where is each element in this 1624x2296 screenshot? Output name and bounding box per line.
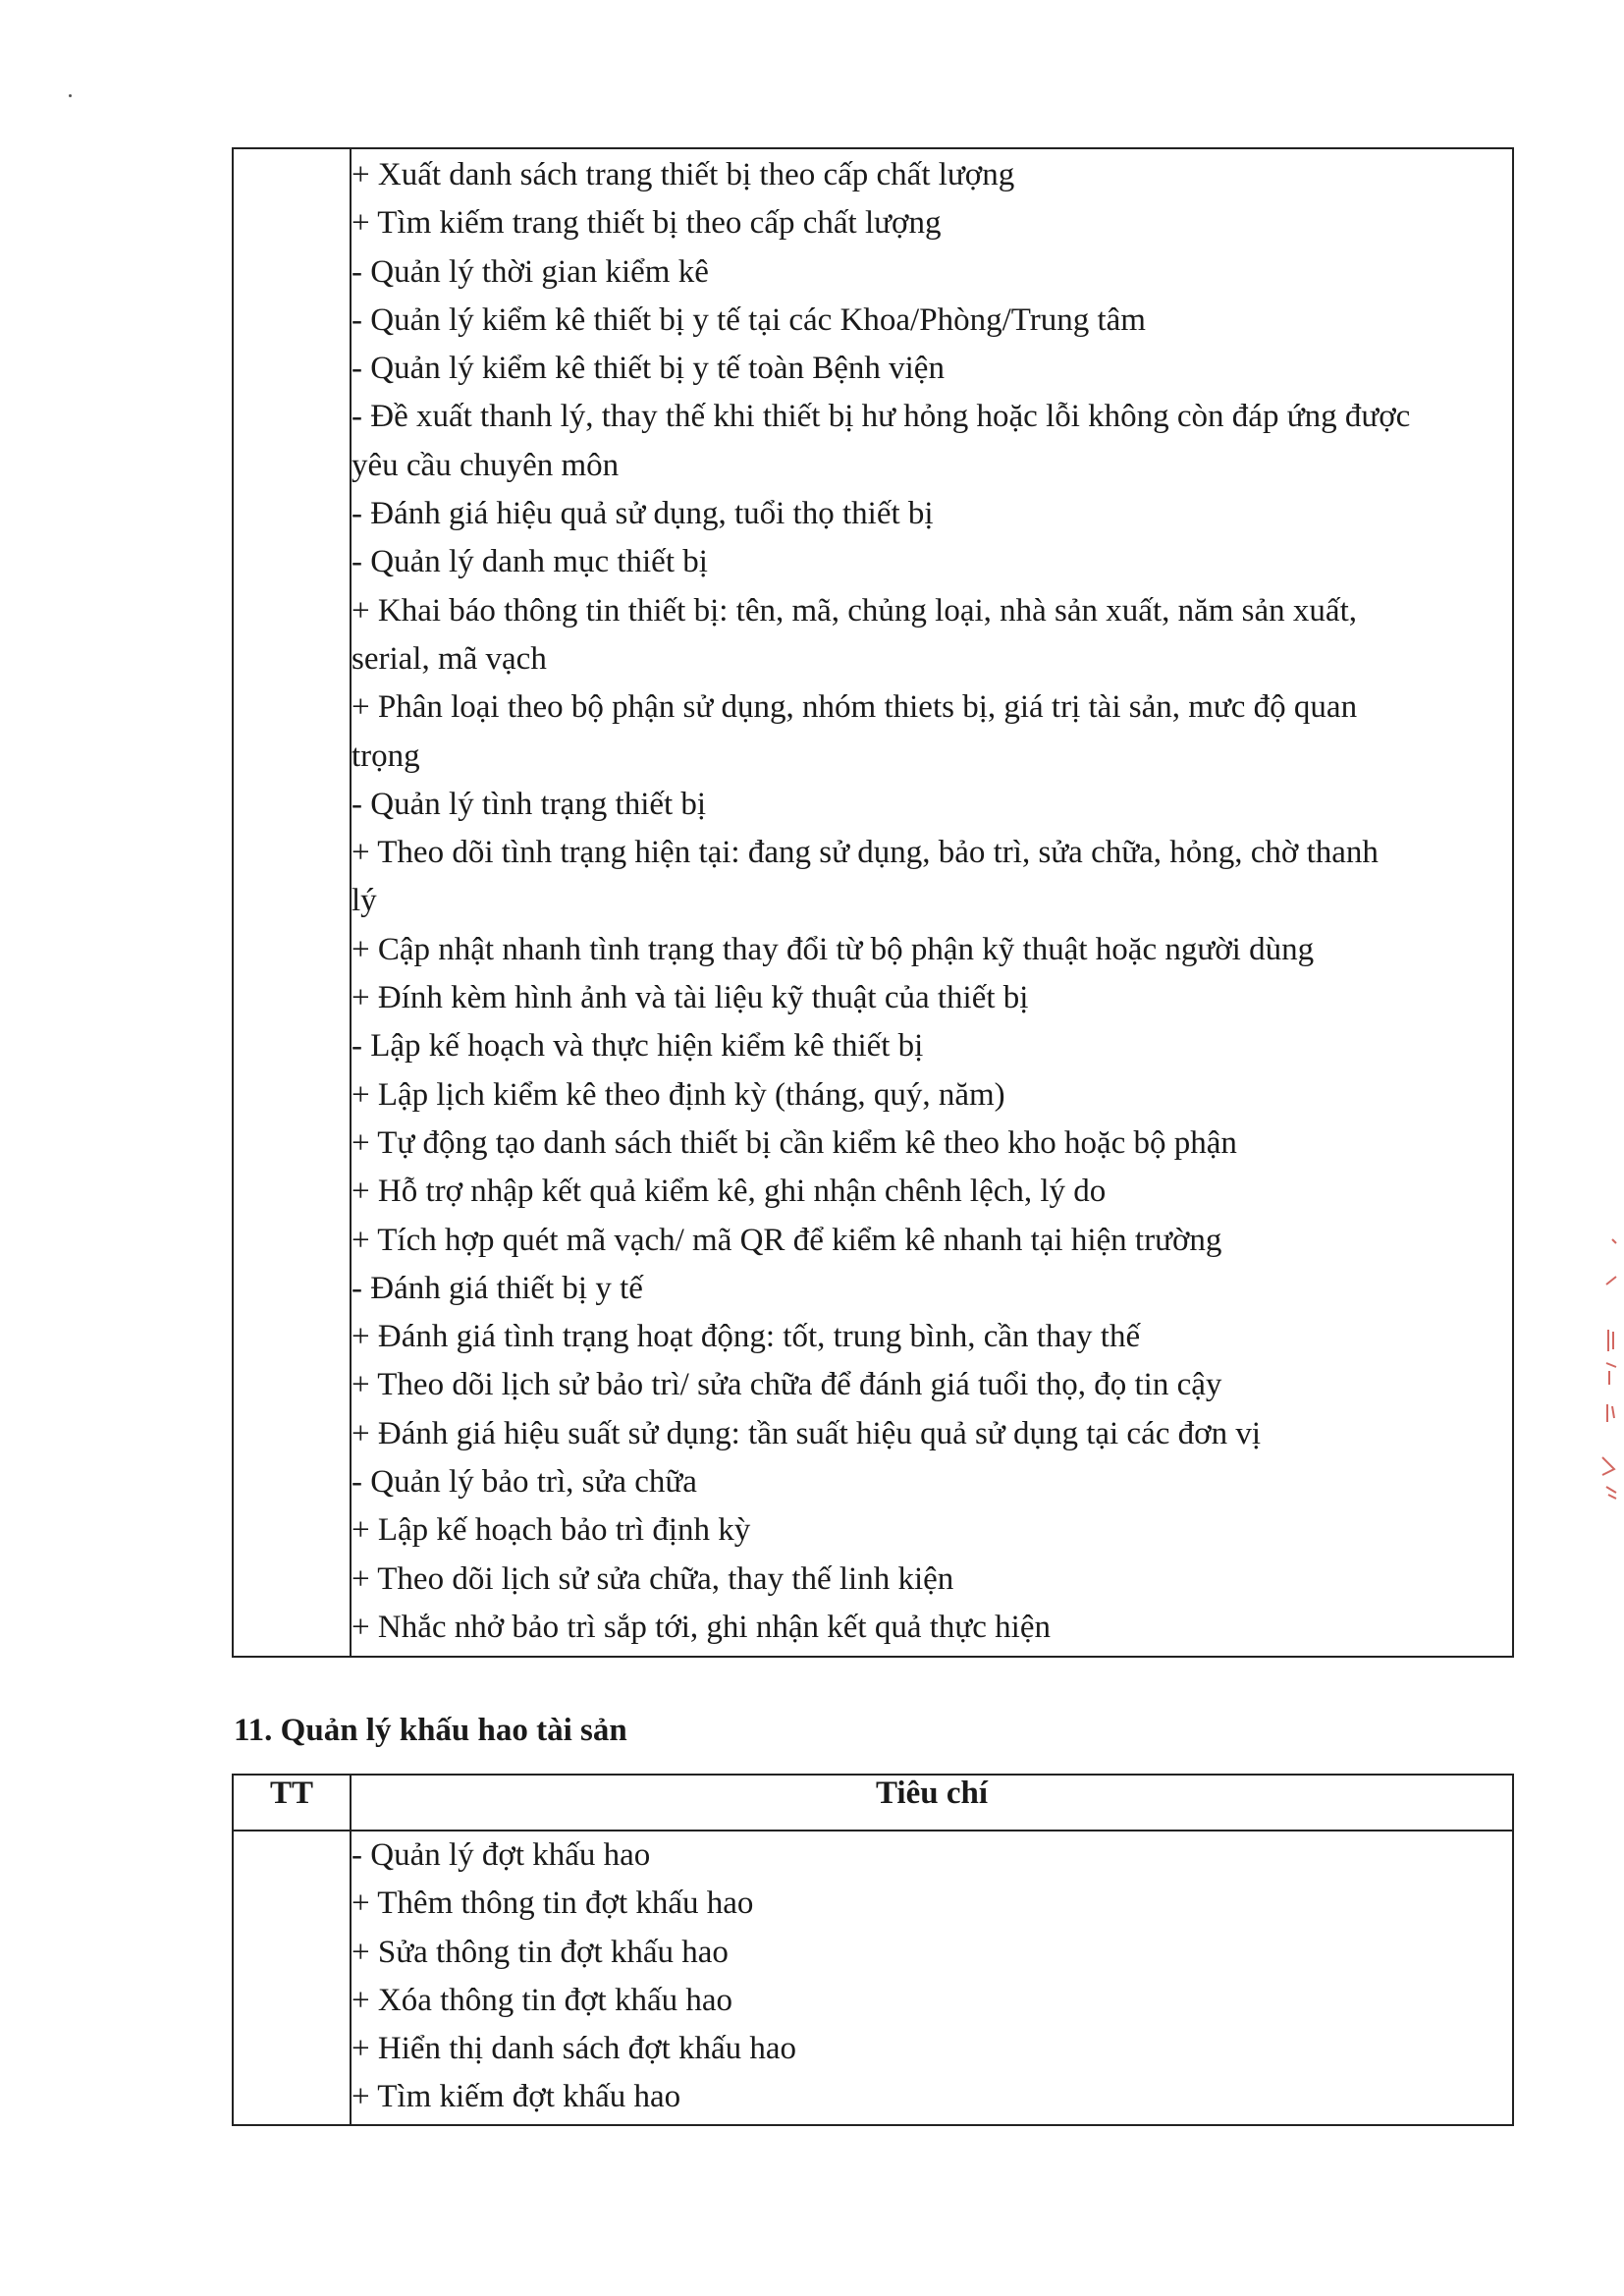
criteria-line: - Quản lý bảo trì, sửa chữa xyxy=(352,1464,697,1501)
criteria-line: - Quản lý đợt khấu hao xyxy=(352,1837,651,1873)
stamp-fragment-icon xyxy=(1600,1235,1620,1501)
criteria-line: + Tìm kiếm trang thiết bị theo cấp chất lượng xyxy=(352,205,942,242)
criteria-line: + Thêm thông tin đợt khấu hao xyxy=(352,1886,754,1922)
criteria-list xyxy=(352,1831,1512,2122)
criteria-line: lý xyxy=(352,883,377,919)
table-row xyxy=(233,1831,1513,2125)
criteria-line: + Xóa thông tin đợt khấu hao xyxy=(352,1982,733,2018)
criteria-line: + Hiển thị danh sách đợt khấu hao xyxy=(352,2031,797,2067)
criteria-line: + Tự động tạo danh sách thiết bị cần kiểm kê theo kho hoặc bộ phận xyxy=(352,1124,1237,1161)
criteria-line: yêu cầu chuyên môn xyxy=(352,447,620,483)
column-header-criteria: Tiêu chí xyxy=(351,1775,1513,1831)
criteria-line: trọng xyxy=(352,738,420,774)
criteria-line: + Theo dõi tình trạng hiện tại: đang sử dụng, bảo trì, sửa chữa, hỏng, chờ thanh xyxy=(352,835,1379,871)
criteria-list xyxy=(352,151,1512,1652)
criteria-line: + Tích hợp quét mã vạch/ mã QR để kiểm kê nhanh tại hiện trường xyxy=(352,1222,1222,1258)
criteria-line: - Lập kế hoạch và thực hiện kiểm kê thiết bị xyxy=(352,1028,924,1065)
criteria-line: + Theo dõi lịch sử bảo trì/ sửa chữa để đánh giá tuổi thọ, đọ tin cậy xyxy=(352,1367,1222,1403)
criteria-line: - Quản lý thời gian kiểm kê xyxy=(352,253,709,290)
column-header-tt: TT xyxy=(233,1775,351,1831)
criteria-line: + Tìm kiếm đợt khấu hao xyxy=(352,2079,681,2115)
criteria-line: - Đánh giá hiệu quả sử dụng, tuổi thọ thiết bị xyxy=(352,496,934,532)
criteria-line: + Nhắc nhở bảo trì sắp tới, ghi nhận kết quả thực hiện xyxy=(352,1609,1051,1645)
criteria-line: - Đánh giá thiết bị y tế xyxy=(352,1270,643,1306)
criteria-line: + Lập kế hoạch bảo trì định kỳ xyxy=(352,1512,751,1549)
depreciation-criteria-table xyxy=(232,1774,1514,2126)
criteria-line: + Lập lịch kiểm kê theo định kỳ (tháng, quý, năm) xyxy=(352,1076,1005,1113)
criteria-cell xyxy=(351,148,1513,1657)
criteria-line: + Hỗ trợ nhập kết quả kiểm kê, ghi nhận chênh lệch, lý do xyxy=(352,1174,1107,1210)
criteria-line: + Theo dõi lịch sử sửa chữa, thay thế linh kiện xyxy=(352,1560,954,1597)
criteria-cell xyxy=(351,1831,1513,2125)
criteria-line: + Cập nhật nhanh tình trạng thay đổi từ bộ phận kỹ thuật hoặc người dùng xyxy=(352,931,1315,967)
criteria-line: - Quản lý tình trạng thiết bị xyxy=(352,786,707,822)
criteria-line: + Phân loại theo bộ phận sử dụng, nhóm thiets bị, giá trị tài sản, mưc độ quan xyxy=(352,689,1358,726)
tt-cell xyxy=(233,1831,351,2125)
section-heading: 11. Quản lý khấu hao tài sản xyxy=(234,1713,627,1748)
table-row xyxy=(233,148,1513,1657)
criteria-line: - Quản lý kiểm kê thiết bị y tế toàn Bệnh viện xyxy=(352,351,945,387)
tt-cell xyxy=(233,148,351,1657)
equipment-criteria-table xyxy=(232,147,1514,1658)
criteria-line: serial, mã vạch xyxy=(352,640,547,677)
criteria-line: - Đề xuất thanh lý, thay thế khi thiết bị hư hỏng hoặc lỗi không còn đáp ứng được xyxy=(352,399,1411,435)
criteria-line: + Xuất danh sách trang thiết bị theo cấp chất lượng xyxy=(352,157,1015,192)
criteria-line: + Đánh giá hiệu suất sử dụng: tần suất hiệu quả sử dụng tại các đơn vị xyxy=(352,1415,1261,1451)
criteria-line: + Sửa thông tin đợt khấu hao xyxy=(352,1934,729,1970)
criteria-line: + Đính kèm hình ảnh và tài liệu kỹ thuật của thiết bị xyxy=(352,980,1029,1016)
table-header-row xyxy=(233,1775,1513,1831)
criteria-line: - Quản lý kiểm kê thiết bị y tế tại các Khoa/Phòng/Trung tâm xyxy=(352,301,1146,338)
criteria-line: - Quản lý danh mục thiết bị xyxy=(352,544,708,580)
criteria-line: + Khai báo thông tin thiết bị: tên, mã, chủng loại, nhà sản xuất, năm sản xuất, xyxy=(352,592,1357,629)
scan-speck xyxy=(69,94,72,97)
criteria-line: + Đánh giá tình trạng hoạt động: tốt, trung bình, cần thay thế xyxy=(352,1319,1141,1355)
